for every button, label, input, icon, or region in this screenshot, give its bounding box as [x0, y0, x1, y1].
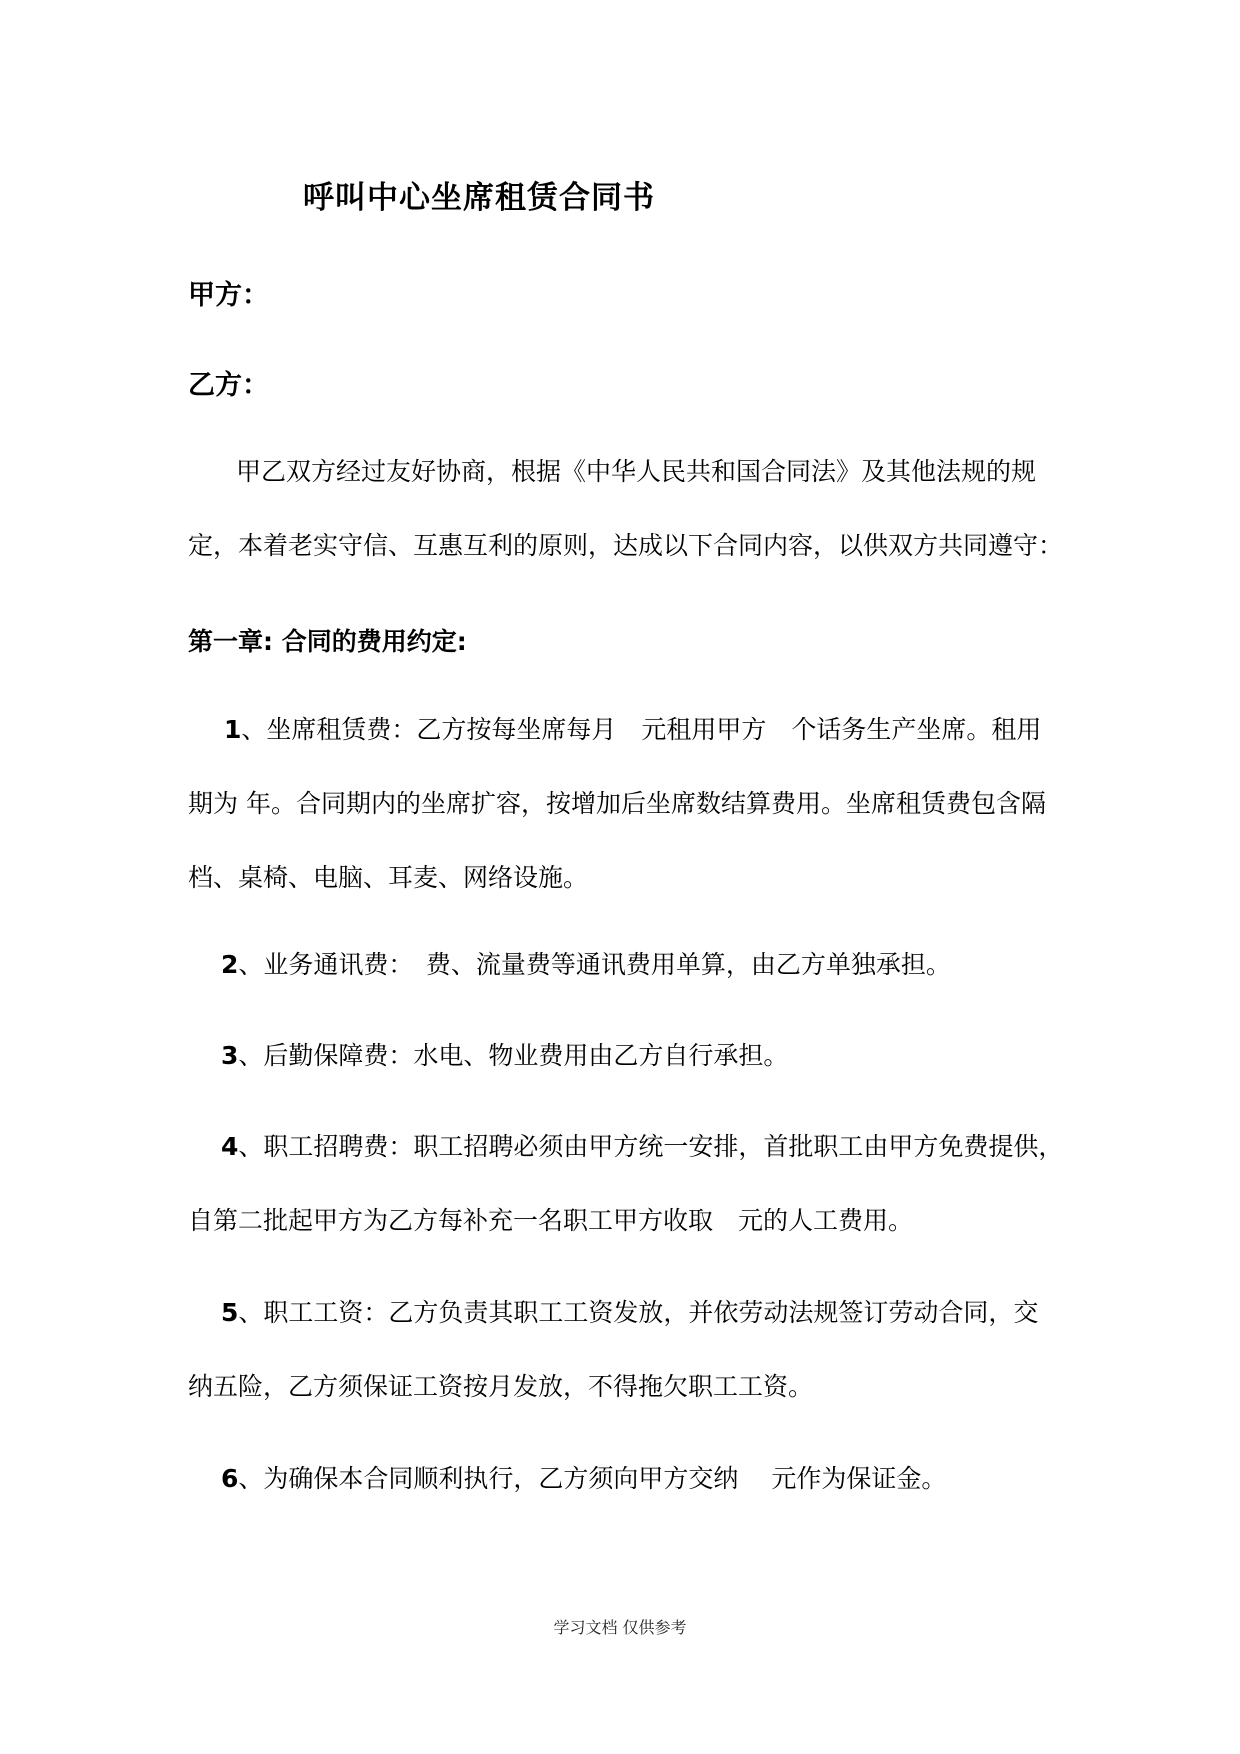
clause-1-line-3: 档、桌椅、电脑、耳麦、网络设施。	[188, 863, 589, 892]
clause-number: 5	[221, 1298, 239, 1327]
clause-text: 、职工工资：乙方负责其职工工资发放，并依劳动法规签订劳动合同，交	[238, 1298, 1039, 1327]
clause-1-line-1	[188, 693, 1068, 767]
chapter-1-heading: 第一章: 合同的费用约定:	[188, 627, 467, 656]
clause-3	[188, 1019, 1068, 1093]
clause-number: 3	[221, 1041, 239, 1070]
page-footer: 学习文档 仅供参考	[553, 1618, 687, 1637]
clause-2	[188, 928, 1068, 1002]
clause-4-line-1	[188, 1110, 1068, 1184]
clause-number: 6	[221, 1464, 239, 1493]
party-a-label: 甲方：	[188, 280, 269, 311]
party-b-label: 乙方：	[188, 370, 269, 401]
clause-number: 2	[221, 950, 239, 979]
clause-1-line-2: 期为 年。合同期内的坐席扩容，按增加后坐席数结算费用。坐席租赁费包含隔	[188, 789, 1046, 818]
clause-5	[188, 1276, 1068, 1424]
clause-4-line-2: 自第二批起甲方为乙方每补充一名职工甲方收取 元的人工费用。	[188, 1206, 914, 1235]
clause-5-line-1	[188, 1276, 1068, 1350]
clause-6-line-1	[188, 1442, 1068, 1516]
clause-1	[188, 693, 1068, 915]
clause-text: 、坐席租赁费：乙方按每坐席每月 元租用甲方 个话务生产坐席。租用	[241, 715, 1042, 744]
clause-4	[188, 1110, 1068, 1258]
clause-text: 、业务通讯费： 费、流量费等通讯费用单算，由乙方单独承担。	[238, 950, 951, 979]
clause-number: 4	[221, 1132, 239, 1161]
clause-text: 、为确保本合同顺利执行，乙方须向甲方交纳 元作为保证金。	[238, 1464, 947, 1493]
intro-line-1: 甲乙双方经过友好协商，根据《中华人民共和国合同法》及其他法规的规	[236, 457, 1037, 486]
clause-3-line-1	[188, 1019, 1068, 1093]
clause-5-line-2: 纳五险，乙方须保证工资按月发放，不得拖欠职工工资。	[188, 1372, 814, 1401]
clause-text: 、职工招聘费：职工招聘必须由甲方统一安排，首批职工由甲方免费提供，	[238, 1132, 1064, 1161]
clause-2-line-1	[188, 928, 1068, 1002]
clause-text: 、后勤保障费：水电、物业费用由乙方自行承担。	[238, 1041, 789, 1070]
clause-number: 1	[224, 715, 242, 744]
document-title: 呼叫中心坐席租赁合同书	[303, 180, 655, 216]
intro-line-2: 定，本着老实守信、互惠互利的原则，达成以下合同内容，以供双方共同遵守：	[188, 531, 1064, 560]
intro-paragraph	[188, 435, 1068, 583]
clause-6	[188, 1442, 1068, 1516]
